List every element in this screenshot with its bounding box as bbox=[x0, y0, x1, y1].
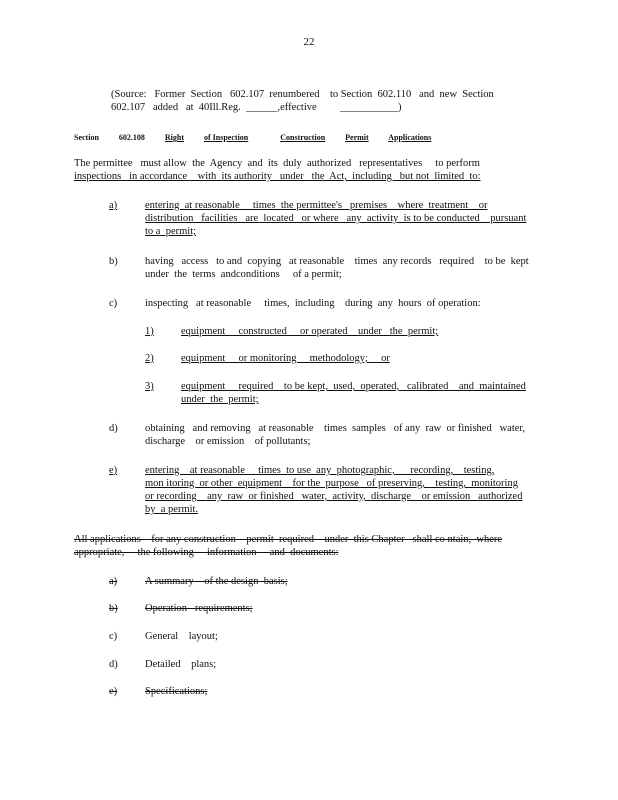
sub-item-text bbox=[181, 352, 541, 365]
section-title-part-2: of Inspection bbox=[204, 133, 249, 142]
list-item-line: to a permit; bbox=[145, 226, 197, 237]
list-item-label: c) bbox=[109, 298, 118, 309]
list-item-text: Detailed plans; bbox=[145, 659, 217, 670]
list-item-line: discharge or emission of pollutants; bbox=[145, 436, 311, 447]
intro-line-2: inspections in accordance with its authority under the Act, including but not limited to: bbox=[74, 171, 481, 182]
section-title-part-1: Right bbox=[164, 133, 185, 142]
list-item-label: e) bbox=[109, 465, 118, 476]
list-item-label: a) bbox=[109, 576, 118, 587]
source-line-1: (Source: Former Section 602.107 renumbered to Section 602.110 and new Section bbox=[111, 89, 494, 100]
sub-item-text bbox=[181, 325, 541, 338]
list-item-label: e) bbox=[109, 686, 118, 697]
sub-item-text bbox=[181, 380, 541, 406]
list-item-line: entering at reasonable times the permittee's premises where treatment or bbox=[145, 200, 488, 211]
list-item-line: by a permit. bbox=[145, 504, 199, 515]
section-heading bbox=[74, 131, 544, 144]
list-item-text: General layout; bbox=[145, 631, 218, 642]
list-item-text bbox=[145, 255, 545, 281]
sub-item-label: 2) bbox=[145, 353, 154, 364]
list-item-label: d) bbox=[109, 423, 118, 434]
list-item-line: having access to and copying at reasonable times any records required to be kept bbox=[145, 256, 529, 267]
sub-item-line: equipment required to be kept, used, operated, calibrated and maintained bbox=[181, 381, 526, 392]
sub-item-line: equipment constructed or operated under the permit; bbox=[181, 326, 439, 337]
list-item-line: entering at reasonable times to use any photographic, recording, testing, bbox=[145, 465, 495, 476]
intro-paragraph bbox=[74, 157, 554, 183]
list-item-label: a) bbox=[109, 200, 118, 211]
list-item-label: d) bbox=[109, 659, 118, 670]
list-item-text bbox=[145, 422, 545, 448]
list-item-line: under the terms andconditions of a permit; bbox=[145, 269, 342, 280]
list-item-text bbox=[145, 297, 545, 310]
list-item-label: c) bbox=[109, 631, 118, 642]
struck-paragraph bbox=[74, 533, 554, 559]
section-label: Section bbox=[74, 133, 99, 142]
sub-item-line: under the permit; bbox=[181, 394, 259, 405]
list-item-line: or recording any raw or finished water, activity, discharge or emission authorized bbox=[145, 491, 523, 502]
list-item-text: A summary of the design basis; bbox=[145, 576, 288, 587]
section-id: 602.108 bbox=[118, 133, 145, 142]
section-title-part-3: Construction bbox=[280, 133, 326, 142]
list-item-text: Operation requirements; bbox=[145, 603, 253, 614]
list-item-text bbox=[145, 464, 545, 516]
sub-item-line: equipment or monitoring methodology; or bbox=[181, 353, 390, 364]
list-item-line: distribution facilities are located or where any activity is to be conducted pursuant bbox=[145, 213, 527, 224]
list-item-text bbox=[145, 199, 545, 238]
section-title-part-4: Permit bbox=[345, 133, 369, 142]
list-item-text: Specifications; bbox=[145, 686, 208, 697]
list-item-line: mon itoring or other equipment for the purpose of preserving, testing, monitoring bbox=[145, 478, 518, 489]
struck-line-2: appropriate, the following information and documents: bbox=[74, 547, 339, 558]
sub-item-label: 3) bbox=[145, 381, 154, 392]
source-note bbox=[111, 88, 511, 114]
list-item-line: inspecting at reasonable times, including during any hours of operation: bbox=[145, 298, 481, 309]
list-item-line: obtaining and removing at reasonable times samples of any raw or finished water, bbox=[145, 423, 526, 434]
source-line-2: 602.107 added at 40Ill.Reg. ______,effective ___________) bbox=[111, 102, 402, 113]
struck-line-1: All applications for any construction permit required under this Chapter shall co ntain, where bbox=[74, 534, 503, 545]
page-number: 22 bbox=[303, 36, 315, 48]
section-title-part-5: Applications bbox=[388, 133, 432, 142]
sub-item-label: 1) bbox=[145, 326, 154, 337]
intro-line-1: The permittee must allow the Agency and its duly authorized representatives to perform bbox=[74, 158, 480, 169]
list-item-label: b) bbox=[109, 603, 118, 614]
list-item-label: b) bbox=[109, 256, 118, 267]
